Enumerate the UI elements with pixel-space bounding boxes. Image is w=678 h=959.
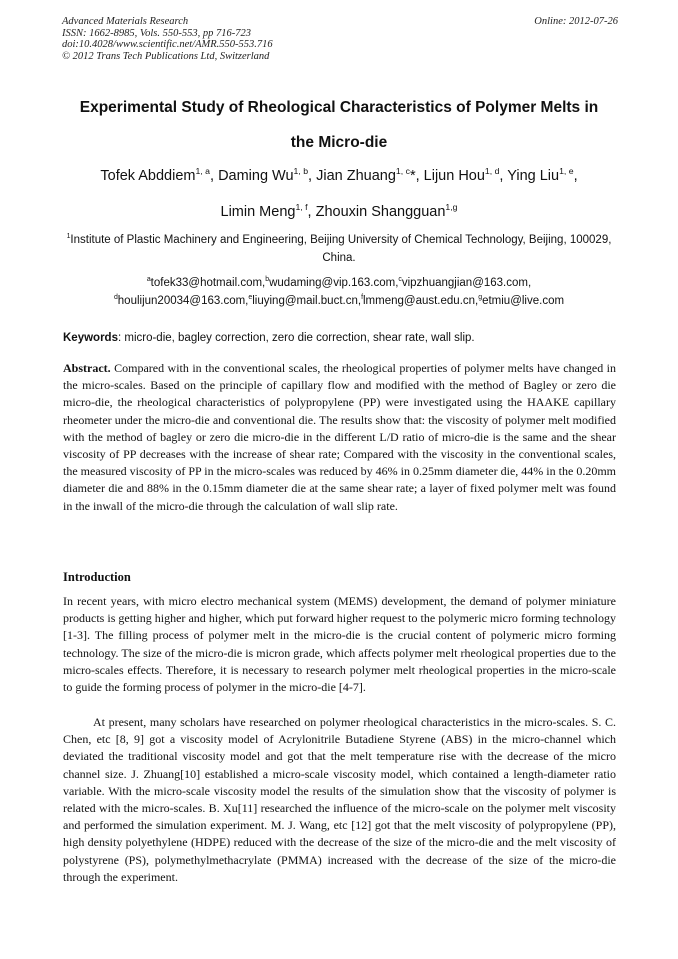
- intro-paragraph-2: At present, many scholars have researched on polymer rheological characteristics in the micro-scales. S. C. Chen, etc [8, 9] got a viscosity model of Acrylonitrile Butadiene Styrene (ABS) in the micro-channel which deviated the traditional viscosity model and got that the melt temperature rise with the decrease of the micro channel size. J. Zhuang[10] established a micro-scale viscosity model, which contained a length-diameter ratio variable. With the micro-scale viscosity model the results of the simulation show that the viscosity of polymer is related with the micro-scales. B. Xu[11] researched the influence of the micro-scale on the polymer melt viscosity and performed the simulation experiment. M. J. Wang, etc [12] got that the melt viscosity of polypropylene (PP), high density polyethylene (HDPE) reduced with the decrease of the size of the micro-die and the melt viscosity of polystyrene (PS), polymethylmethacrylate (PMMA) increased with the decrease of the size of the micro-die through the experiment.: [63, 715, 616, 884]
- email-link[interactable]: lmmeng@aust.edu.cn,: [363, 295, 479, 307]
- author-list: [50, 158, 628, 230]
- author-sup: 1, e: [559, 166, 574, 177]
- email-sup: c: [398, 276, 402, 284]
- intro-paragraph-1: In recent years, with micro electro mechanical system (MEMS) development, the demand of polymer miniature products is getting higher and higher, which put forward higher request to the polymeric micro forming technology [1-3]. The filling process of polymer melt in the micro-die is the crucial content of polymeric micro forming technology. The size of the micro-die is micron grade, which affects polymer melt rheological properties due to the micro-scales effects. Therefore, it is necessary to research polymer melt rheological properties in the micro-scale to guide the forming process of polymer in the micro-die [4-7].: [63, 594, 616, 695]
- email-link[interactable]: etmiu@live.com: [482, 295, 565, 307]
- corresponding-mark: *: [409, 168, 416, 184]
- email-sup: e: [248, 294, 253, 302]
- author-name: Tofek Abddiem: [100, 168, 196, 184]
- author-line-2: Limin Meng$^{1, f}$, Zhouxin Shangguan$^{1,g}$: [220, 202, 458, 220]
- email-sup: d: [113, 294, 118, 302]
- section-heading-introduction: Introduction: [63, 570, 131, 584]
- author-sup: 1, d: [484, 166, 500, 177]
- abstract-text: Compared with in the conventional scales, the rheological properties of polymer melts have changed in the micro-scales. Based on the principle of capillary flow and modified with the method of Bagley or zero die micro-die, the rheological characteristics of polypropylene (PP) were investigated using the HAAKE capillary rheometer under the micro-die and conventional die. The results show that: the viscosity of polymer melt modified with the method of bagley or zero die micro-die in the different L/D ratio of micro-die is the same and the shear viscosity of PP decreases with the increase of shear rate; Compared with the viscosity in the conventional scales, the measured viscosity of PP in the micro-scales was reduced by 46% in 0.25mm diameter die, 44% in the 0.20mm diameter die and 88% in the 0.15mm diameter die at the same shear rate; a layer of fixed polymer melt was found in the inwall of the micro-die through the calculation of wall slip rate.: [63, 361, 616, 513]
- journal-name: Advanced Materials Research: [62, 16, 189, 27]
- email-link[interactable]: wudaming@vip.163.com,: [269, 277, 399, 289]
- author-name: Daming Wu: [218, 168, 294, 184]
- affiliation: [62, 231, 616, 267]
- author-name: Ying Liu: [507, 168, 560, 184]
- keywords-text: : micro-die, bagley correction, zero die correction, shear rate, wall slip.: [117, 332, 475, 344]
- author-line-1: Tofek Abddiem$^{1, a}$, Daming Wu$^{1, b}$, Jian Zhuang$^{1, c}$*, Lijun Hou$^{1, d}$, Ying Liu$^{1, e}$,: [100, 166, 578, 184]
- email-link[interactable]: houlijun20034@163.com,: [117, 295, 249, 307]
- keywords-label: Keywords: [63, 332, 118, 344]
- author-sup: 1, b: [293, 166, 309, 177]
- keywords: [63, 330, 617, 346]
- author-sup: 1, c: [395, 166, 410, 177]
- author-sup: 1, a: [195, 166, 210, 177]
- abstract: [63, 360, 616, 515]
- title-line-2: the Micro-die: [290, 134, 388, 151]
- email-sup: f: [361, 294, 363, 302]
- author-sup: 1,g: [445, 202, 458, 213]
- affiliation-text: Institute of Plastic Machinery and Engineering, Beijing University of Chemical Technology, Beijing, 100029, China.: [70, 234, 612, 264]
- email-list: [62, 274, 616, 310]
- email-link[interactable]: vipzhuangjian@163.com,: [401, 277, 532, 289]
- title-line-1: Experimental Study of Rheological Characteristics of Polymer Melts in: [79, 99, 599, 116]
- author-name: Jian Zhuang: [316, 168, 396, 184]
- email-sup: b: [265, 276, 270, 284]
- email-line-1: [62, 274, 616, 292]
- email-link[interactable]: tofek33@hotmail.com,: [150, 277, 266, 289]
- doi-line[interactable]: doi:10.4028/www.scientific.net/AMR.550-553.716: [62, 39, 273, 50]
- email-link[interactable]: liuying@mail.buct.cn,: [252, 295, 362, 307]
- abstract-label: Abstract.: [63, 361, 111, 375]
- email-sup: g: [478, 294, 483, 302]
- online-date: Online: 2012-07-26: [534, 16, 618, 27]
- email-line-2: [62, 292, 616, 310]
- issn-line: ISSN: 1662-8985, Vols. 550-553, pp 716-723: [62, 27, 251, 39]
- paper-title: [50, 90, 628, 160]
- email-sup: a: [146, 276, 151, 284]
- affiliation-sup: 1: [66, 233, 71, 241]
- author-name: Zhouxin Shangguan: [315, 204, 446, 220]
- author-sup: 1, f: [295, 202, 308, 213]
- copyright-line: © 2012 Trans Tech Publications Ltd, Switzerland: [62, 50, 270, 62]
- journal-header: [62, 16, 618, 62]
- author-name: Limin Meng: [220, 204, 296, 220]
- author-name: Lijun Hou: [423, 168, 485, 184]
